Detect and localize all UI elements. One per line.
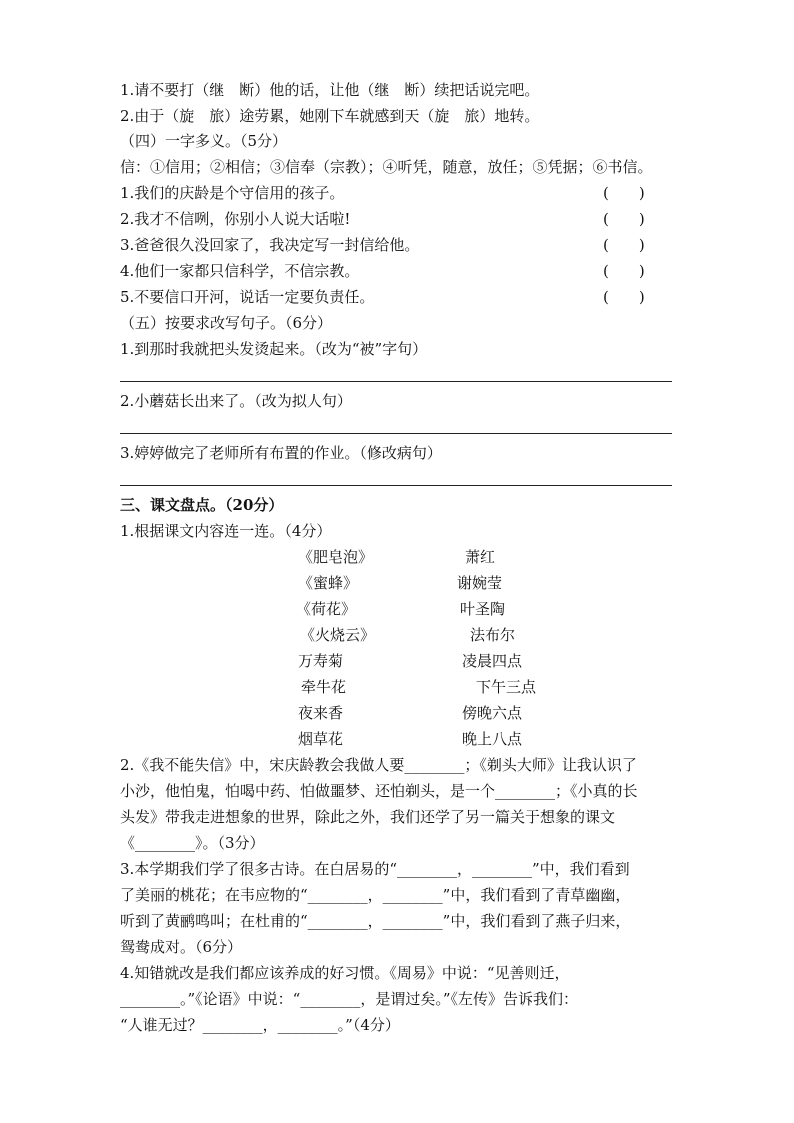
answer-line-2[interactable] — [120, 433, 672, 434]
match-left-8[interactable]: 烟草花 — [298, 730, 344, 748]
part-3-question-2-line-2: 小沙，他怕鬼，怕喝中药、怕做噩梦、还怕剃头，是一个________；《小真的长 — [120, 782, 638, 800]
match-right-1[interactable]: 萧红 — [465, 548, 496, 566]
match-left-4[interactable]: 《火烧云》 — [300, 626, 376, 644]
answer-line-1[interactable] — [120, 381, 672, 382]
match-right-2[interactable]: 谢婉莹 — [457, 574, 503, 592]
answer-paren-5[interactable]: ( ) — [603, 288, 645, 306]
answer-line-3[interactable] — [120, 485, 672, 486]
question-1: 1.请不要打（继 断）他的话，让他（继 断）续把话说完吧。 — [120, 81, 540, 99]
part-3-question-3-line-4: 鸳鸯成对。（6分） — [120, 938, 243, 956]
part-3-title: 三、课文盘点。（20分） — [120, 496, 284, 514]
sec4-item-2: 2.我才不信咧，你别小人说大话啦! — [120, 210, 351, 228]
match-right-4[interactable]: 法布尔 — [470, 626, 516, 644]
part-3-question-4-line-3: “人谁无过？________，________。”（4分） — [120, 1016, 400, 1034]
match-right-5[interactable]: 凌晨四点 — [462, 652, 523, 670]
part-3-question-2-line-1: 2.《我不能失信》中，宋庆龄教会我做人要________；《剃头大师》让我认识了 — [120, 756, 637, 774]
sec5-item-3: 3.婷婷做完了老师所有布置的作业。（修改病句） — [120, 444, 442, 462]
answer-paren-2[interactable]: ( ) — [603, 210, 645, 228]
part-3-question-2-line-3: 头发》带我走进想象的世界，除此之外，我们还学了另一篇关于想象的课文 — [120, 808, 616, 826]
sec4-item-1: 1.我们的庆龄是个守信用的孩子。 — [120, 184, 345, 202]
match-right-3[interactable]: 叶圣陶 — [460, 600, 506, 618]
sec5-item-1: 1.到那时我就把头发烫起来。（改为“被”字句） — [120, 340, 428, 358]
sec5-item-2: 2.小蘑菇长出来了。（改为拟人句） — [120, 392, 352, 410]
section-5-title: （五）按要求改写句子。（6分） — [120, 314, 333, 332]
section-4-definitions: 信：①信用；②相信；③信奉（宗教）；④听凭，随意，放任；⑤凭据；⑥书信。 — [120, 158, 653, 176]
match-left-7[interactable]: 夜来香 — [298, 704, 344, 722]
part-3-question-2-line-4: 《________》。（3分） — [120, 834, 265, 852]
part-3-question-3-line-3: 听到了黄鹂鸣叫；在杜甫的“________，________”中，我们看到了燕子归来， — [120, 912, 631, 930]
sec4-item-4: 4.他们一家都只信科学，不信宗教。 — [120, 262, 360, 280]
match-left-6[interactable]: 牵牛花 — [301, 678, 347, 696]
match-left-1[interactable]: 《肥皂泡》 — [298, 548, 374, 566]
match-right-7[interactable]: 傍晚六点 — [462, 704, 523, 722]
section-4-title: （四）一字多义。（5分） — [120, 132, 288, 150]
part-3-question-4-line-2: ________。”《论语》中说：“________，是谓过矣。”《左传》告诉我们： — [120, 990, 579, 1008]
answer-paren-1[interactable]: ( ) — [603, 184, 645, 202]
sec4-item-5: 5.不要信口开河，说话一定要负责任。 — [120, 288, 375, 306]
question-2: 2.由于（旋 旅）途劳累，她刚下车就感到天（旋 旅）地转。 — [120, 107, 540, 125]
match-left-5[interactable]: 万寿菊 — [298, 652, 344, 670]
match-left-3[interactable]: 《荷花》 — [296, 600, 357, 618]
match-right-8[interactable]: 晚上八点 — [462, 730, 523, 748]
match-left-2[interactable]: 《蜜蜂》 — [298, 574, 359, 592]
answer-paren-4[interactable]: ( ) — [603, 262, 645, 280]
part-3-question-3-line-1: 3.本学期我们学了很多古诗。在白居易的“________，________”中，我们看到 — [120, 860, 630, 878]
match-right-6[interactable]: 下午三点 — [476, 678, 537, 696]
part-3-question-1: 1.根据课文内容连一连。（4分） — [120, 522, 332, 540]
sec4-item-3: 3.爸爸很久没回家了，我决定写一封信给他。 — [120, 236, 420, 254]
answer-paren-3[interactable]: ( ) — [603, 236, 645, 254]
part-3-question-3-line-2: 了美丽的桃花；在韦应物的“________，________”中，我们看到了青草幽幽， — [120, 886, 631, 904]
part-3-question-4-line-1: 4.知错就改是我们都应该养成的好习惯。《周易》中说：“见善则迁， — [120, 964, 570, 982]
